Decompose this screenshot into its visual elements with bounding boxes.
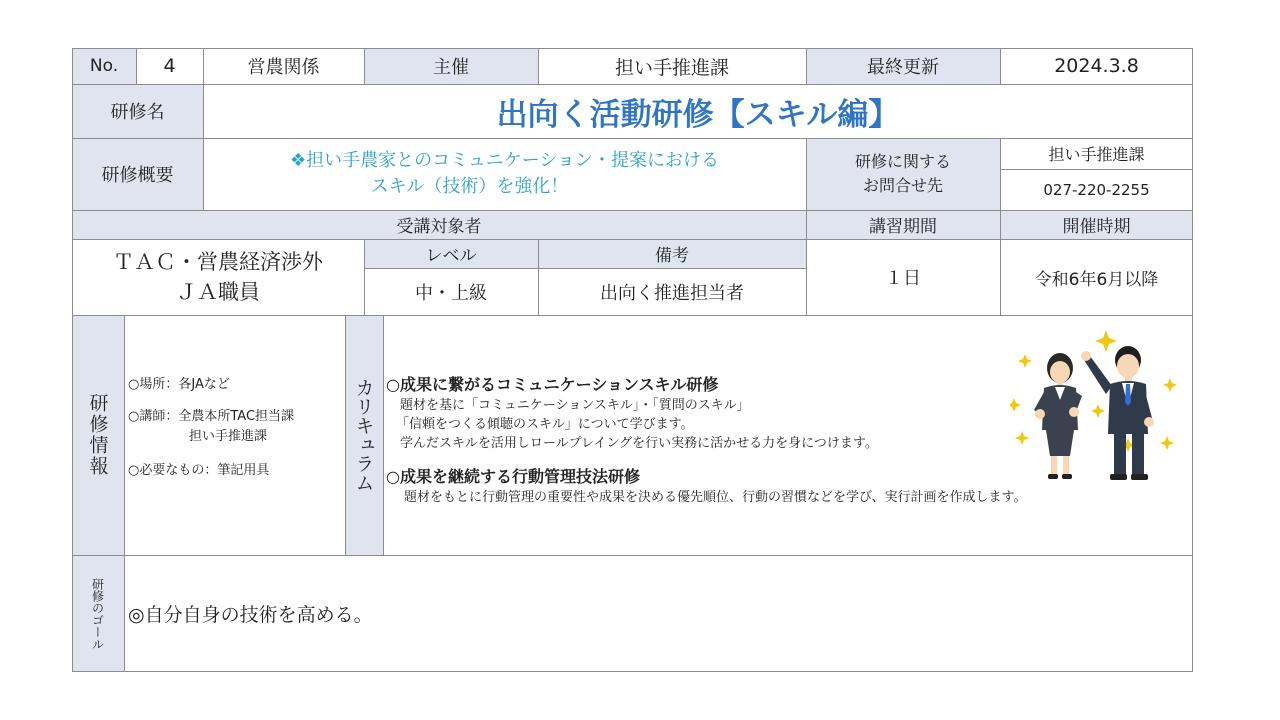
info-details xyxy=(128,375,343,481)
info-lecturer-line-1: ○講師：全農本所TAC担当課 xyxy=(128,409,295,424)
organizer-label: 主催 xyxy=(433,57,469,78)
info-place: ○場所：各JAなど xyxy=(128,377,230,392)
contact-dept: 担い手推進課 xyxy=(1048,145,1145,164)
timing-value: 令和6年6月以降 xyxy=(1034,269,1159,290)
audience-header: 受講対象者 xyxy=(396,217,482,237)
organizer-value: 担い手推進課 xyxy=(614,56,729,79)
updated-value: 2024.3.8 xyxy=(1054,55,1139,77)
category: 営農関係 xyxy=(247,57,320,78)
curriculum-item2-line-1: 題材をもとに行動管理の重要性や成果を決める優先順位、行動の習慣などを学び、実行計画を作成します。 xyxy=(404,490,1027,505)
curriculum-label: カリキュラム xyxy=(352,378,375,492)
grid-line xyxy=(383,315,384,555)
notes-value: 出向く推進担当者 xyxy=(600,282,744,304)
contact-phone[interactable]: 027-220-2255 xyxy=(1043,180,1150,199)
curriculum-item1-title: ○成果に繋がるコミュニケーションスキル研修 xyxy=(386,375,719,394)
audience-value xyxy=(72,239,364,315)
woman-figure xyxy=(1034,353,1082,479)
training-sheet xyxy=(72,48,1193,672)
business-people-illustration xyxy=(1010,326,1182,486)
goal-label: 研修のゴール xyxy=(90,577,105,650)
info-lecturer-line-2: 担い手推進課 xyxy=(189,429,268,444)
info-label: 研修情報 xyxy=(86,393,109,477)
audience-line-1: ＴＡＣ・営農経済渉外 xyxy=(113,250,323,274)
info-required: ○必要なもの：筆記用具 xyxy=(128,463,270,478)
timing-header: 開催時期 xyxy=(1062,217,1131,237)
period-value: １日 xyxy=(885,268,921,289)
goal-label-cell xyxy=(72,555,124,672)
man-figure xyxy=(1081,346,1154,480)
contact-label xyxy=(806,138,1000,210)
overview-text xyxy=(203,138,806,210)
audience-line-2: ＪＡ職員 xyxy=(176,280,260,304)
level-label: レベル xyxy=(425,246,477,266)
grid-line xyxy=(72,315,1193,316)
info-label-cell xyxy=(72,315,124,555)
contact-label-line-2: お問合せ先 xyxy=(862,176,943,195)
overview-label: 研修概要 xyxy=(101,165,174,186)
curriculum-label-cell xyxy=(345,315,383,555)
level-value: 中・上級 xyxy=(415,282,487,304)
no-value: 4 xyxy=(163,55,176,77)
curriculum-item1-line-1: 題材を基に「コミュニケーションスキル」・「質問のスキル」 xyxy=(400,398,750,413)
period-header: 講習期間 xyxy=(869,217,937,237)
training-name-label: 研修名 xyxy=(110,102,165,123)
notes-label: 備考 xyxy=(655,246,689,266)
no-label: No. xyxy=(89,56,119,76)
contact-label-line-1: 研修に関する xyxy=(854,152,951,171)
curriculum-item1-line-3: 学んだスキルを活用しロールプレイングを行い実務に活かせる力を身につけます。 xyxy=(400,436,878,451)
curriculum-item1-line-2: 「信頼をつくる傾聴のスキル」について学びます。 xyxy=(396,417,694,432)
goal-value: ◎自分自身の技術を高める。 xyxy=(128,604,373,626)
updated-label: 最終更新 xyxy=(867,57,939,78)
sparkle-icons xyxy=(1010,330,1177,452)
overview-line-1: ❖担い手農家とのコミュニケーション・提案における xyxy=(289,150,720,171)
training-name-title: 出向く活動研修【スキル編】 xyxy=(496,96,900,133)
overview-line-2: スキル（技術）を強化！ xyxy=(370,176,569,197)
curriculum-item2-title: ○成果を継続する行動管理技法研修 xyxy=(386,467,640,486)
